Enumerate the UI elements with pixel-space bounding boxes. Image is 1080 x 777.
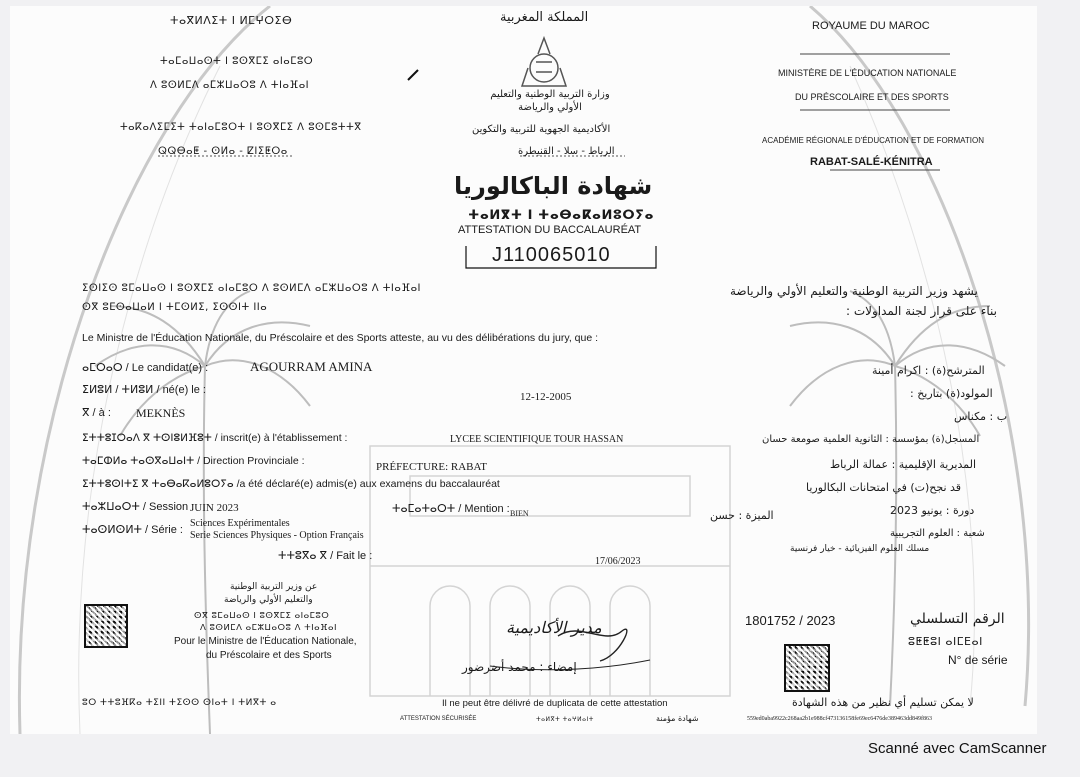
candidate-label: ⴰⵎⵔⴰⵔ / Le candidat(e) : (82, 362, 209, 374)
tif-academy: ⵜⴰⴽⴰⴷⵉⵎⵉⵜ ⵜⴰⵏⴰⵎⵓⵔⵜ ⵏ ⵓⵙⴳⵎⵉ ⴷ ⵓⵙⵎⵓⵜⵜⴳ (120, 122, 362, 133)
school-ar: المسجل(ة) بمؤسسة : الثانوية العلمية صومعة حسان (762, 434, 980, 445)
direction-value: PRÉFECTURE: RABAT (376, 461, 487, 473)
title-ar: شهادة الباكالوريا (454, 172, 653, 200)
sign-fr-2: du Préscolaire et des Sports (206, 650, 332, 661)
certificate-number: J110065010 (492, 244, 611, 266)
fr-academy: ACADÉMIE RÉGIONALE D'ÉDUCATION ET DE FORMATION (762, 136, 984, 145)
sign-tif-2: ⴷ ⵓⵙⵍⵎⴷ ⴰⵎⵣⵡⴰⵔⵓ ⴷ ⵜⵏⴰⴼⴰⵏ (200, 623, 338, 633)
pen-stroke (408, 70, 418, 80)
declared-ar: قد نجح(ت) في امتحانات البكالوريا (806, 481, 962, 494)
serie-label: ⵜⴰⵙⵍⵙⵍⵜ / Série : (82, 524, 183, 536)
preamble-tif-2: ⵙⴳ ⵓⵎⵙⴰⵡⴰⵍ ⵏ ⵜⵎⵙⵍⵉ, ⵉⵙⵙⵏⵜ ⵏⵏⴰ (82, 302, 268, 313)
footer-tif-notice: ⵓⵔ ⵜⵜⵓⴼⴽⴰ ⵜⵉⵏⵏ ⵜⵉⵙⵙ ⵙⵏⴰⵜ ⵏ ⵜⵍⴳⵜ ⴰ (82, 698, 277, 708)
scanned-certificate (10, 6, 1037, 734)
preamble-fr: Le Ministre de l'Éducation Nationale, du Préscolaire et des Sports atteste, au vu des délibérations du jury, que : (82, 332, 599, 344)
serie-ar-1: شعبة : العلوم التجريبية (890, 528, 985, 539)
born-ar: المولود(ة) بتاريخ : (910, 387, 993, 400)
secure-ar: شهادة مؤمنة (656, 714, 699, 723)
session-ar: دورة : يونيو 2023 (890, 504, 975, 517)
serie-value-1: Sciences Expérimentales (190, 518, 290, 529)
candidate-ar: المترشح(ة) : اكرام أمينة (872, 364, 985, 377)
mention-value: BIEN (510, 509, 529, 518)
session-value: JUIN 2023 (190, 502, 239, 514)
born-label: ⵉⵍⵓⵍ / ⵜⵍⵓⵍ / né(e) le : (82, 384, 206, 396)
serie-ar-2: مسلك العلوم الفيزيائية - خيار فرنسية (790, 544, 930, 554)
ar-academy: الأكاديمية الجهوية للتربية والتكوين (472, 124, 611, 135)
direction-label: ⵜⴰⵎⵀⵍⴰ ⵜⴰⵙⴳⴰⵡⴰⵏⵜ / Direction Provinciale : (82, 455, 305, 467)
qr-code-right (784, 644, 830, 692)
fr-region: RABAT-SALÉ-KÉNITRA (810, 156, 933, 168)
school-label: ⵉⵜⵜⵓⵊⵔⴰⴷ ⴳ ⵜⵙⵏⵓⵍⴼⵓⵜ / inscrit(e) à l'établissement : (82, 432, 348, 444)
at-value: MEKNÈS (136, 406, 186, 420)
tif-kingdom: ⵜⴰⴳⵍⴷⵉⵜ ⵏ ⵍⵎⵖⵔⵉⴱ (170, 14, 293, 27)
declared-label: ⵉⵜⵜⵓⵙⵏⵜⵉ ⴳ ⵜⴰⴱⴰⴽⴰⵍⵓⵔⵢⴰ /a été déclaré(e) admis(e) aux examens du baccalauréat (82, 478, 500, 490)
royal-seal-icon (522, 38, 566, 86)
sign-tif-1: ⵙⴳ ⵓⵎⴰⵡⴰⵙ ⵏ ⵓⵙⴳⵎⵉ ⴰⵏⴰⵎⵓⵔ (194, 611, 330, 621)
preamble-ar-2: بناء على قرار لجنة المداولات : (846, 304, 997, 318)
preamble-ar-1: يشهد وزير التربية الوطنية والتعليم الأولي والرياضة (730, 284, 978, 298)
camscanner-watermark: Scanné avec CamScanner (868, 740, 1047, 757)
serie-value-2: Serie Sciences Physiques - Option Français (190, 530, 364, 541)
tif-ministry-2: ⴷ ⵓⵙⵍⵎⴷ ⴰⵎⵣⵡⴰⵔⵓ ⴷ ⵜⵏⴰⴼⴰⵏ (150, 80, 310, 91)
ar-ministry: وزارة التربية الوطنية والتعليم الأولي والرياضة (490, 89, 610, 113)
ar-kingdom: المملكة المغربية (500, 10, 589, 25)
sign-ar-2: والتعليم الأولي والرياضة (224, 595, 313, 605)
direction-ar: المديرية الإقليمية : عمالة الرباط (830, 458, 977, 471)
session-label: ⵜⴰⵣⵡⴰⵔⵜ / Session : (82, 501, 195, 513)
footer-ar-notice: لا يمكن تسليم أي نظير من هذه الشهادة (792, 696, 974, 709)
at-ar: ب : مكناس (954, 410, 1008, 423)
qr-code-left (84, 604, 128, 648)
at-label: ⴳ / à : (82, 407, 111, 419)
fr-ministry-1: MINISTÈRE DE L'ÉDUCATION NATIONALE (778, 68, 957, 78)
director-title-ar: مدير الأكاديمية (506, 618, 602, 637)
school-value: LYCEE SCIENTIFIQUE TOUR HASSAN (450, 434, 624, 445)
secure-fr: ATTESTATION SÉCURISÉE (400, 716, 477, 722)
serial-number: 1801752 / 2023 (745, 613, 836, 628)
preamble-tif-1: ⵉⵙⵏⵉⵙ ⵓⵎⴰⵡⴰⵙ ⵏ ⵓⵙⴳⵎⵉ ⴰⵏⴰⵎⵓⵔ ⴷ ⵓⵙⵍⵎⴷ ⴰⵎⵣⵡⴰⵔⵓ ⴷ ⵜⵏⴰⴼⴰⵏ (82, 283, 422, 294)
footer-fr-notice: Il ne peut être délivré de duplicata de cette attestation (442, 698, 668, 709)
sign-fr-1: Pour le Ministre de l'Éducation Nationale, (174, 636, 357, 647)
ar-region: الرباط - سلا - القنيطرة (518, 146, 615, 157)
security-hash: 559ed0aba9922c268aa2b1e988cf473136158fe69ec6476de389463dd849f863 (747, 716, 932, 722)
fr-ministry-2: DU PRÉSCOLAIRE ET DES SPORTS (795, 92, 949, 102)
born-value: 12-12-2005 (520, 391, 572, 403)
tif-region: ⵕⵕⴱⴰⵟ - ⵙⵍⴰ - ⵇⵏⵉⵟⵔⴰ (158, 146, 288, 157)
mention-ar: الميزة : حسن (710, 509, 774, 522)
sign-ar-1: عن وزير التربية الوطنية (230, 582, 318, 592)
mention-label: ⵜⴰⵎⴰⵜⴰⵔⵜ / Mention : (392, 503, 510, 515)
serial-label-tif: ⵓⵟⵟⵓⵏ ⴰⵏⵎⴹⴰⵏ (908, 635, 983, 648)
tif-ministry-1: ⵜⴰⵎⴰⵡⴰⵙⵜ ⵏ ⵓⵙⴳⵎⵉ ⴰⵏⴰⵎⵓⵔ (160, 56, 314, 67)
title-tif: ⵜⴰⵍⴳⵜ ⵏ ⵜⴰⴱⴰⴽⴰⵍⵓⵔⵢⴰ (468, 208, 654, 223)
serial-label-ar: الرقم التسلسلي (910, 611, 1005, 627)
candidate-value: AGOURRAM AMINA (250, 359, 373, 374)
made-value: 17/06/2023 (595, 556, 641, 567)
made-label: ⵜⵜⵓⴳⴰ ⴳ / Fait le : (278, 550, 373, 562)
secure-tif: ⵜⴰⵍⴳⵜ ⵜⴰⵖⵍⴰⵏⵜ (536, 716, 594, 723)
fr-kingdom: ROYAUME DU MAROC (812, 20, 930, 32)
serial-label-fr: N° de série (948, 653, 1008, 667)
title-fr: ATTESTATION DU BACCALAURÉAT (458, 224, 642, 236)
signed-by-ar: إمضاء : محمد أضرضور (462, 660, 577, 674)
